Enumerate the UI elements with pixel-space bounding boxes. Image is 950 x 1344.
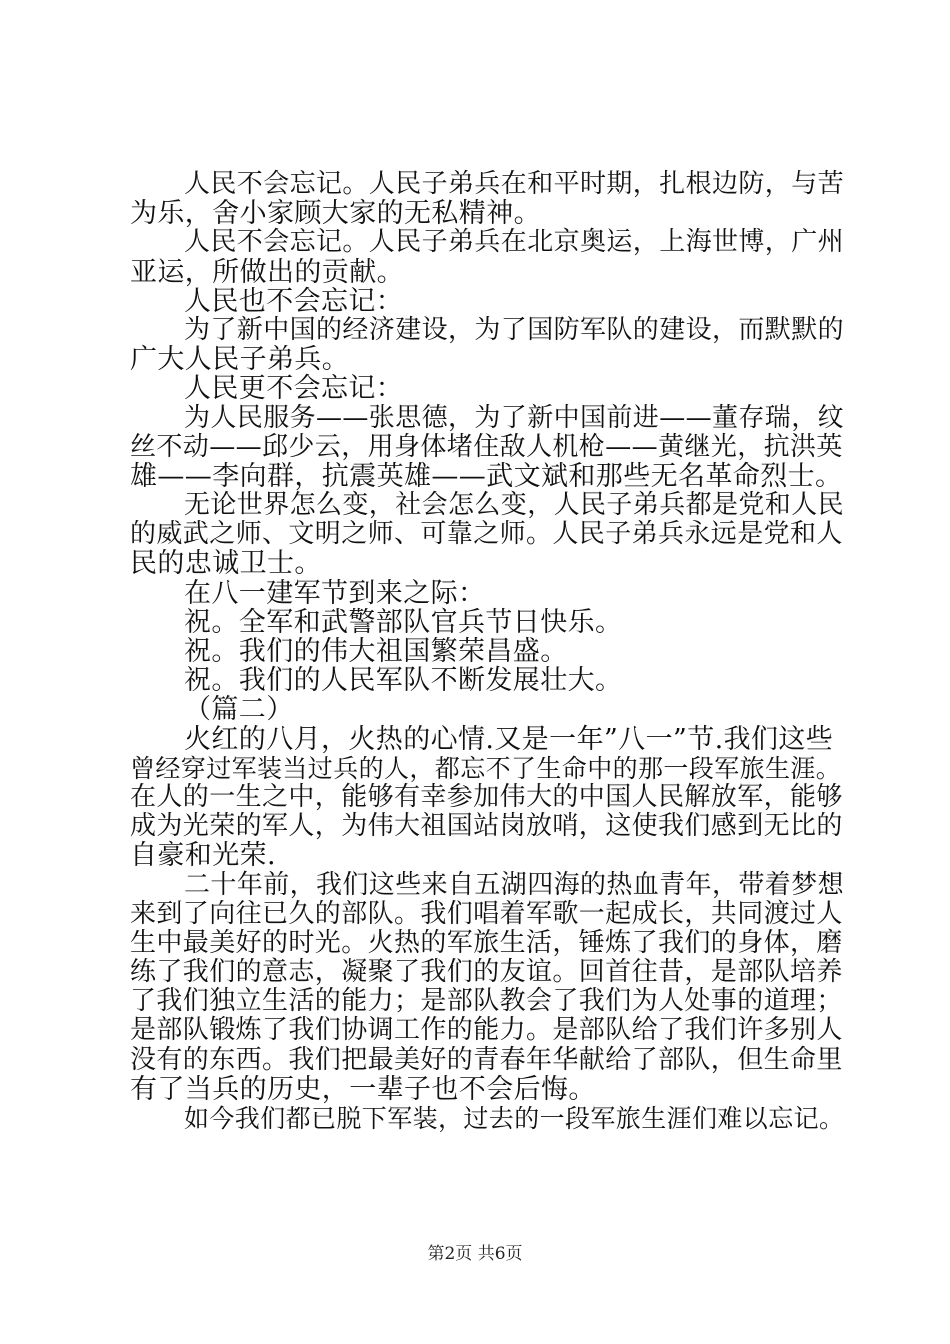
text-line: 二十年前，我们这些来自五湖四海的热血青年，带着梦想 xyxy=(184,869,845,900)
text-line: 祝。我们的人民军队不断发展壮大。 xyxy=(184,665,623,697)
text-line: 了我们独立生活的能力；是部队教会了我们为人处事的道理； xyxy=(130,986,843,1017)
page-footer: 第2页 共6页 xyxy=(427,1244,523,1264)
text-line: 在八一建军节到来之际： xyxy=(184,577,486,609)
text-line: 是部队锻炼了我们协调工作的能力。是部队给了我们许多别人 xyxy=(130,1015,843,1046)
text-line: 火红的八月，火热的心情.又是一年”八一”节.我们这些 xyxy=(184,723,834,755)
text-line: 民的忠诚卫士。 xyxy=(130,548,322,580)
text-line: 雄——李向群，抗震英雄——武文斌和那些无名革命烈士。 xyxy=(130,460,843,492)
text-line: 丝不动——邱少云，用身体堵住敌人机枪——黄继光，抗洪英 xyxy=(130,431,843,462)
body-text xyxy=(130,169,845,1133)
text-line: 人民更不会忘记： xyxy=(184,373,404,405)
text-line: 没有的东西。我们把最美好的青春年华献给了部队，但生命里 xyxy=(130,1044,843,1075)
text-line: 祝。全军和武警部队官兵节日快乐。 xyxy=(184,606,623,638)
text-line: 亚运，所做出的贡献。 xyxy=(130,256,404,288)
text-line: 有了当兵的历史，一辈子也不会后悔。 xyxy=(130,1073,596,1105)
text-line: 为人民服务——张思德，为了新中国前进——董存瑞，纹 xyxy=(184,402,845,433)
text-line: 的威武之师、文明之师、可靠之师。人民子弟兵永远是党和人 xyxy=(130,519,843,550)
text-line: 人民不会忘记。人民子弟兵在北京奥运，上海世博，广州 xyxy=(184,227,845,258)
text-line: 来到了向往已久的部队。我们唱着军歌一起成长，共同渡过人 xyxy=(130,898,843,929)
text-line: 为了新中国的经济建设，为了国防军队的建设，而默默的 xyxy=(184,314,845,345)
text-line: 在人的一生之中，能够有幸参加伟大的中国人民解放军，能够 xyxy=(130,781,843,812)
text-line: （篇二） xyxy=(184,694,294,726)
text-line: 无论世界怎么变，社会怎么变，人民子弟兵都是党和人民 xyxy=(184,490,845,521)
text-line: 自豪和光荣. xyxy=(130,840,276,872)
text-line: 曾经穿过军装当过兵的人，都忘不了生命中的那一段军旅生涯。 xyxy=(130,753,842,783)
text-line: 生中最美好的时光。火热的军旅生活，锤炼了我们的身体，磨 xyxy=(130,927,843,958)
text-line: 成为光荣的军人，为伟大祖国站岗放哨，这使我们感到无比的 xyxy=(130,811,843,842)
text-line: 练了我们的意志，凝聚了我们的友谊。回首往昔，是部队培养 xyxy=(130,957,843,988)
text-line: 如今我们都已脱下军装，过去的一段军旅生涯们难以忘记。 xyxy=(184,1104,845,1133)
text-line: 为乐，舍小家顾大家的无私精神。 xyxy=(130,198,541,230)
text-line: 人民也不会忘记： xyxy=(184,285,404,317)
text-line: 祝。我们的伟大祖国繁荣昌盛。 xyxy=(184,636,568,667)
text-line: 人民不会忘记。人民子弟兵在和平时期，扎根边防，与苦 xyxy=(184,169,845,199)
text-line: 广大人民子弟兵。 xyxy=(130,344,350,376)
